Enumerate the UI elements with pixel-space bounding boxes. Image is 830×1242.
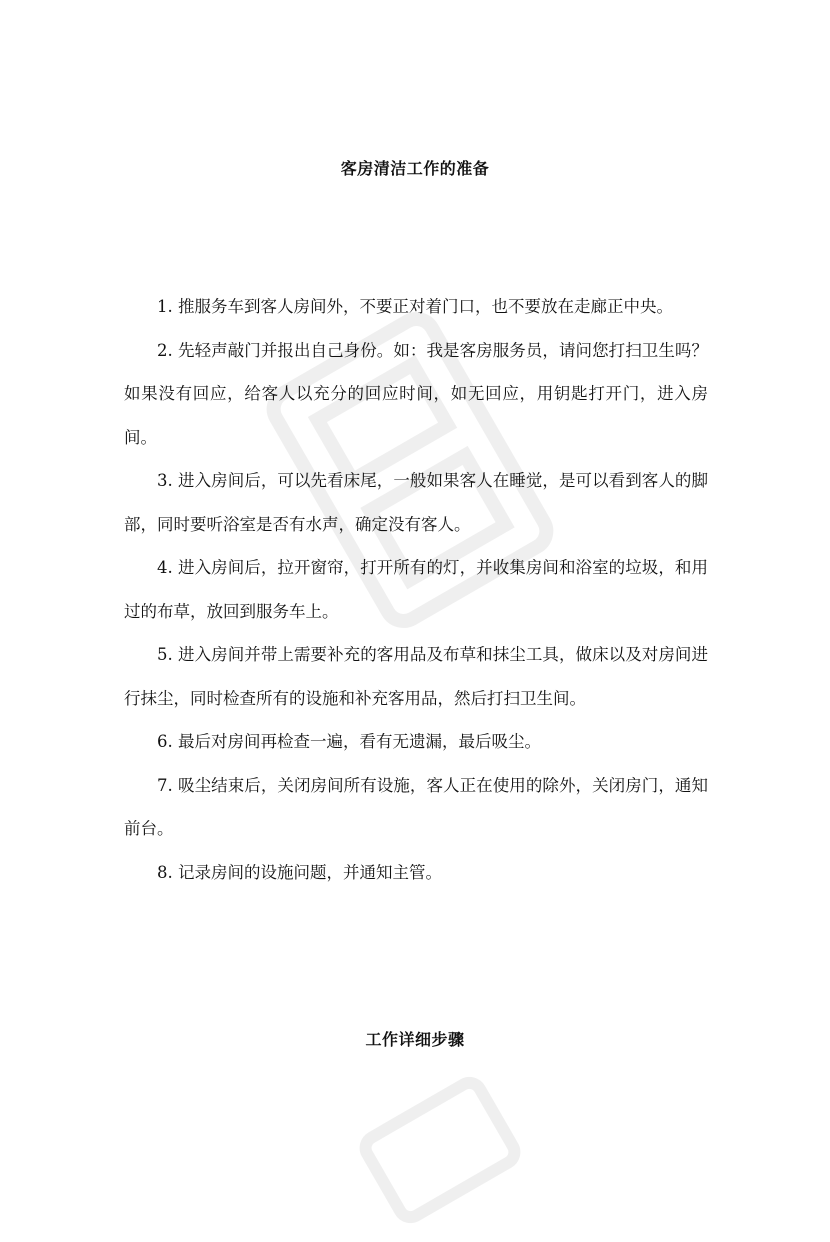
paragraph-list (124, 285, 708, 894)
paragraph: 4. 进入房间后，拉开窗帘，打开所有的灯，并收集房间和浴室的垃圾，和用过的布草，放回到服务车上。 (124, 558, 708, 621)
paragraph: 8. 记录房间的设施问题，并通知主管。 (157, 862, 442, 882)
paragraph: 3. 进入房间后，可以先看床尾，一般如果客人在睡觉，是可以看到客人的脚部，同时要听浴室是否有水声，确定没有客人。 (124, 471, 708, 534)
paragraph: 7. 吸尘结束后，关闭房间所有设施，客人正在使用的除外，关闭房门，通知前台。 (124, 775, 708, 838)
paragraph: 2. 先轻声敲门并报出自己身份。如：我是客房服务员，请问您打扫卫生吗？如果没有回应，给客人以充分的回应时间，如无回应，用钥匙打开门，进入房间。 (124, 340, 708, 447)
watermark-logo-bottom (341, 1058, 540, 1242)
paragraph: 6. 最后对房间再检查一遍，看有无遗漏，最后吸尘。 (157, 732, 541, 751)
paragraph: 5. 进入房间并带上需要补充的客用品及布草和抹尘工具，做床以及对房间进行抹尘，同时检查所有的设施和补充客用品，然后打扫卫生间。 (124, 645, 708, 708)
section-title: 工作详细步骤 (365, 1030, 465, 1049)
paragraph: 1. 推服务车到客人房间外，不要正对着门口，也不要放在走廊正中央。 (157, 297, 673, 316)
page-title: 客房清洁工作的准备 (340, 159, 490, 178)
